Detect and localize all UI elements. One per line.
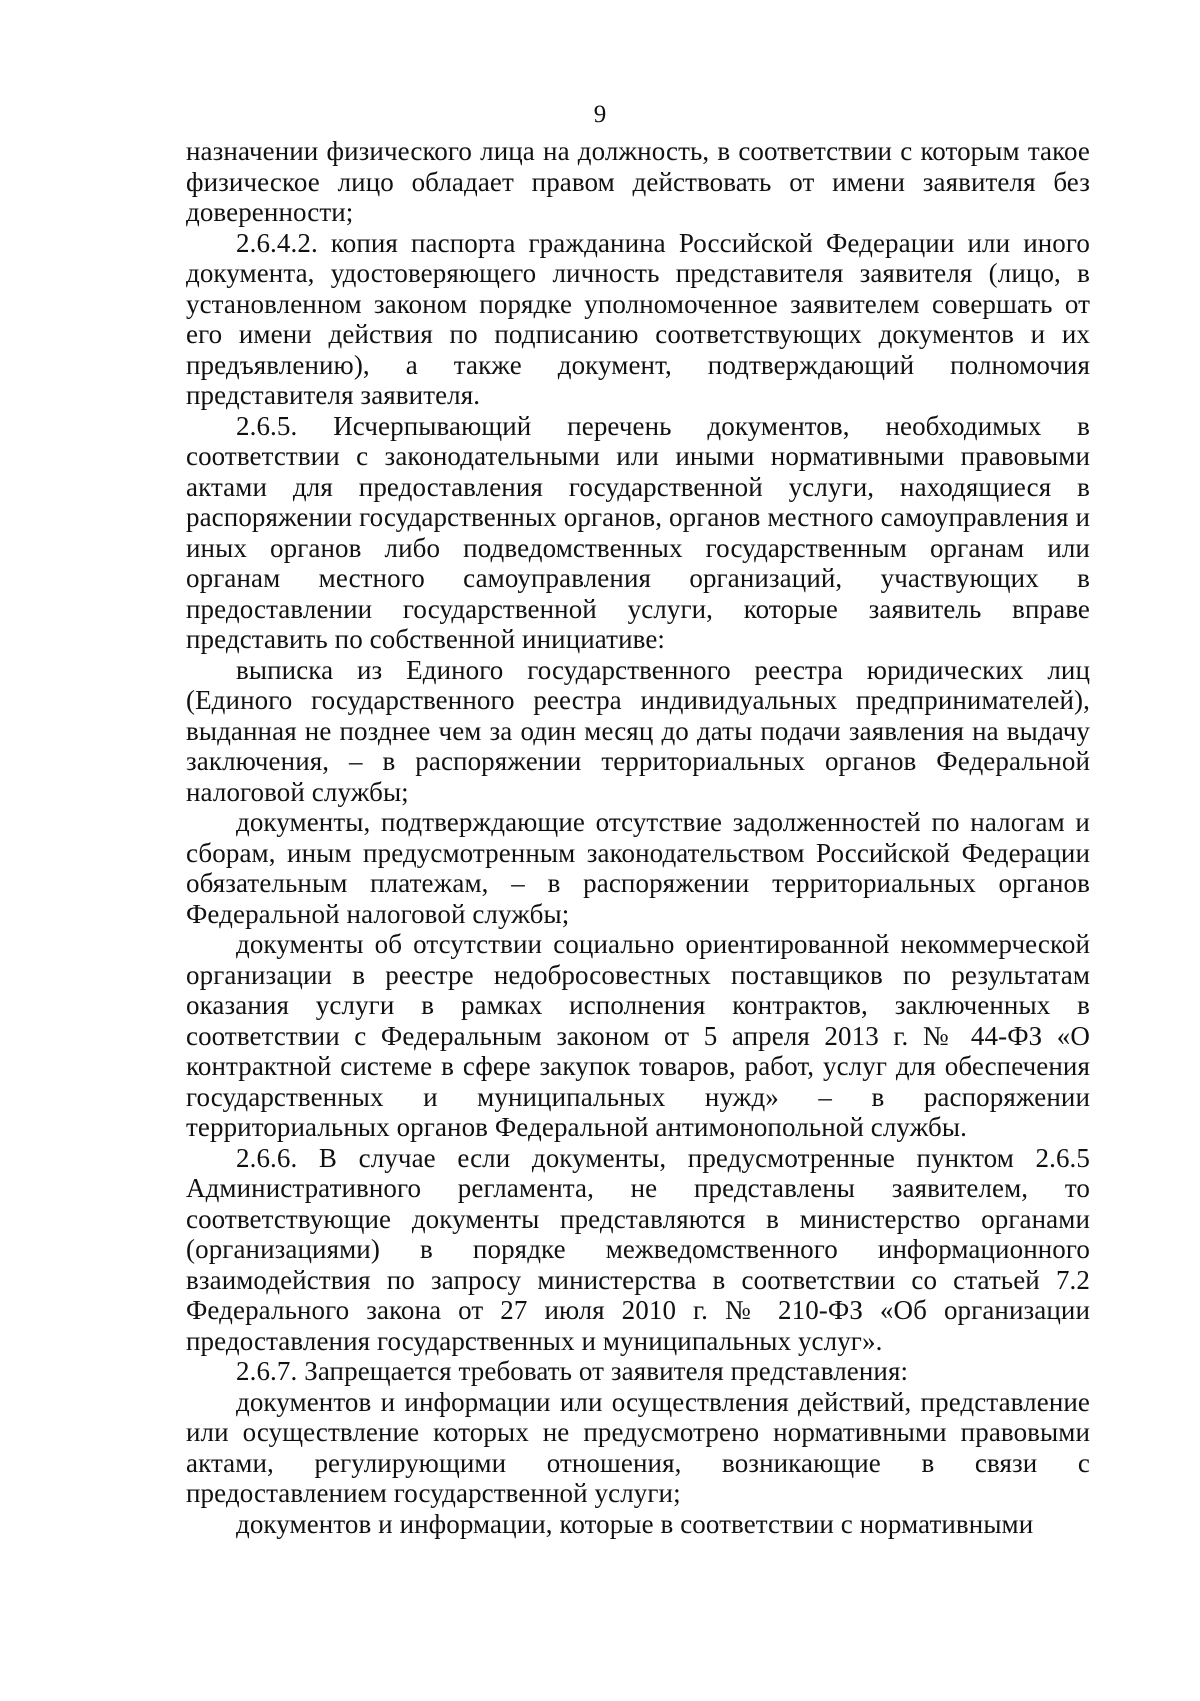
paragraph-tax-registry-extract: выписка из Единого государственного реестра юридических лиц (Единого государственного реестра индивидуальных предпринимателей), выданная не позднее чем за один месяц до даты подачи заявления на выдачу заключения, – в распоряжении территориальных органов Федеральной налоговой службы;	[186, 654, 1090, 807]
paragraph-prohibited-documents-1: документов и информации или осуществления действий, представление или осуществление которых не предусмотрено нормативными правовыми актами, регулирующими отношения, возникающие в связи с предоставлением государственной услуги;	[186, 1386, 1090, 1508]
paragraph-2-6-7: 2.6.7. Запрещается требовать от заявителя представления:	[236, 1356, 909, 1386]
paragraph-2-6-4-2: 2.6.4.2. копия паспорта гражданина Российской Федерации или иного документа, удостоверяющего личность представителя заявителя (лицо, в установленном законом порядке уполномоченное заявителем совершать от его имени действия по подписанию соответствующих документов и их предъявлению), а также документ, подтверждающий полномочия представителя заявителя.	[186, 227, 1090, 410]
paragraph-unscrupulous-suppliers-registry: документы об отсутствии социально ориентированной некоммерческой организации в реестре недобросовестных поставщиков по результатам оказания услуги в рамках исполнения контрактов, заключенных в соответствии с Федеральным законом от 5 апреля 2013 г. № 44-ФЗ «О контрактной системе в сфере закупок товаров, работ, услуг для обеспечения государственных и муниципальных нужд» – в распоряжении территориальных органов Федеральной антимонопольной службы.	[186, 929, 1090, 1142]
paragraph-continuation-power-of-attorney: назначении физического лица на должность, в соответствии с которым такое физическое лицо обладает правом действовать от имени заявителя без доверенности;	[186, 136, 1090, 227]
paragraph-2-6-6: 2.6.6. В случае если документы, предусмотренные пунктом 2.6.5 Административного регламента, не представлены заявителем, то соответствующие документы представляются в министерство органами (организациями) в порядке межведомственного информационного взаимодействия по запросу министерства в соответствии со статьей 7.2 Федерального закона от 27 июля 2010 г. № 210-ФЗ «Об организации предоставления государственных и муниципальных услуг».	[186, 1142, 1090, 1356]
document-body	[186, 136, 1090, 1539]
page-number: 9	[593, 101, 607, 128]
paragraph-prohibited-documents-2: документов и информации, которые в соответствии с нормативными	[236, 1508, 1034, 1539]
paragraph-tax-debt-documents: документы, подтверждающие отсутствие задолженностей по налогам и сборам, иным предусмотренным законодательством Российской Федерации обязательным платежам, – в распоряжении территориальных органов Федеральной налоговой службы;	[186, 807, 1090, 929]
paragraph-2-6-5: 2.6.5. Исчерпывающий перечень документов, необходимых в соответствии с законодательными или иными нормативными правовыми актами для предоставления государственной услуги, находящиеся в распоряжении государственных органов, органов местного самоуправления и иных органов либо подведомственных государственным органам или органам местного самоуправления организаций, участвующих в предоставлении государственной услуги, которые заявитель вправе представить по собственной инициативе:	[186, 410, 1090, 654]
